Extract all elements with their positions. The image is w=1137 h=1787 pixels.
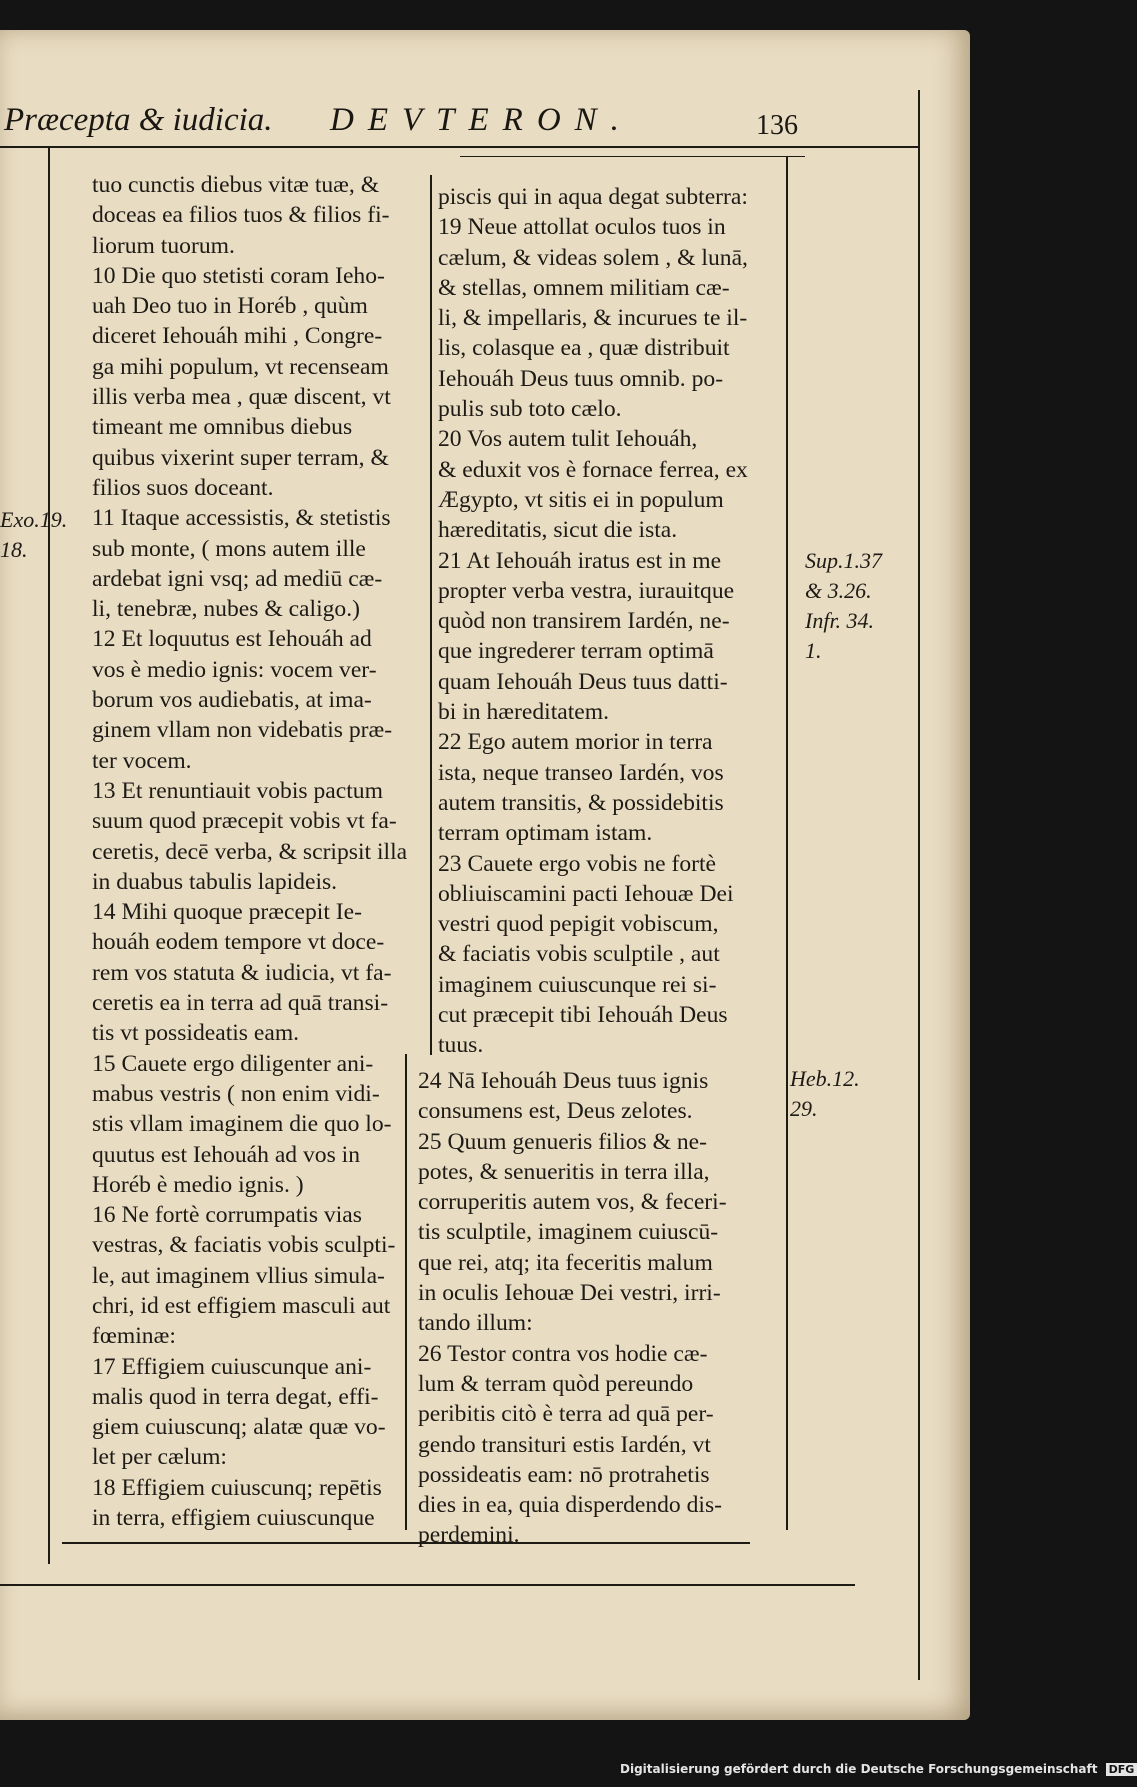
text-line: 23 Cauete ergo vobis ne fortè <box>438 850 717 877</box>
text-line: rem vos statuta & iudicia, vt fa- <box>92 959 392 986</box>
text-line: vestras, & faciatis vobis sculpti- <box>92 1232 396 1259</box>
right-margin-note-upper <box>805 546 882 666</box>
text-line: ginem vllam non videbatis præ- <box>92 717 393 744</box>
text-line: pulis sub toto cælo. <box>438 396 622 423</box>
text-line: 22 Ego autem morior in terra <box>438 729 713 756</box>
right-text-column-upper <box>438 182 808 1061</box>
text-line: que ingrederer terram optimā <box>438 638 714 665</box>
margin-note-line: 29. <box>790 1096 818 1121</box>
text-line: 26 Testor contra vos hodie cæ- <box>418 1340 708 1367</box>
text-line: hæreditatis, sicut die ista. <box>438 517 678 544</box>
text-line: ceretis, decē verba, & scripsit illa <box>92 838 408 865</box>
running-title-left: Præcepta & iudicia. <box>4 102 273 138</box>
text-line: uah Deo tuo in Horéb , quùm <box>92 293 368 320</box>
text-line: que rei, atq; ita feceritis malum <box>418 1249 713 1276</box>
text-line: ter vocem. <box>92 747 192 774</box>
text-line: 12 Et loquutus est Iehouáh ad <box>92 626 372 653</box>
text-line: gendo transituri estis Iardén, vt <box>418 1431 711 1458</box>
text-line: giem cuiuscunq; alatæ quæ vo- <box>92 1414 386 1441</box>
text-line: in oculis Iehouæ Dei vestri, irri- <box>418 1280 721 1307</box>
running-header <box>0 80 930 150</box>
text-line: & stellas, omnem militiam cæ- <box>438 274 730 301</box>
text-line: cælum, & videas solem , & lunā, <box>438 244 748 271</box>
text-line: sub monte, ( mons autem ille <box>92 535 366 562</box>
frame-right-rule <box>918 90 920 1680</box>
text-line: let per cælum: <box>92 1444 227 1471</box>
text-line: potes, & senueritis in terra illa, <box>418 1158 710 1185</box>
margin-note-line: 1. <box>805 638 822 663</box>
text-line: li, & impellaris, & incurues te il- <box>438 305 748 332</box>
frame-left-rule <box>48 146 50 1564</box>
text-line: ga mihi populum, vt recenseam <box>92 353 389 380</box>
text-line: liorum tuorum. <box>92 232 235 259</box>
text-line: lum & terram quòd pereundo <box>418 1370 694 1397</box>
text-line: corruperitis autem vos, & feceri- <box>418 1189 727 1216</box>
text-line: 15 Cauete ergo diligenter ani- <box>92 1050 374 1077</box>
text-line: tis sculptile, imaginem cuiuscū- <box>418 1219 719 1246</box>
margin-note-line: Exo.19. <box>0 507 68 532</box>
left-margin-note <box>0 505 67 565</box>
page-bottom-rule <box>0 1584 855 1586</box>
text-line: houáh eodem tempore vt doce- <box>92 929 385 956</box>
left-text-column <box>92 170 442 1533</box>
text-line: ceretis ea in terra ad quā transi- <box>92 990 389 1017</box>
text-line: consumens est, Deus zelotes. <box>418 1098 693 1125</box>
page-number: 136 <box>756 110 798 141</box>
text-line: imaginem cuiuscunque rei si- <box>438 971 717 998</box>
text-line: ardebat igni vsq; ad mediū cæ- <box>92 565 383 592</box>
text-line: vos è medio ignis: vocem ver- <box>92 656 377 683</box>
text-line: 14 Mihi quoque præcepit Ie- <box>92 899 362 926</box>
margin-note-line: Heb.12. <box>790 1066 860 1091</box>
book-page <box>0 30 970 1720</box>
header-rule <box>0 146 920 148</box>
dfg-logo: DFG <box>1106 1763 1137 1776</box>
text-line: Ægypto, vt sitis ei in populum <box>438 486 724 513</box>
text-line: 20 Vos autem tulit Iehouáh, <box>438 426 698 453</box>
text-line: 13 Et renuntiauit vobis pactum <box>92 777 383 804</box>
margin-note-line: Sup.1.37 <box>805 548 882 573</box>
margin-note-line: Infr. 34. <box>805 608 875 633</box>
text-line: chri, id est effigiem masculi aut <box>92 1292 391 1319</box>
right-text-column-lower <box>418 1066 808 1551</box>
text-line: quibus vixerint super terram, & <box>92 444 389 471</box>
text-line: le, aut imaginem vllius simula- <box>92 1262 385 1289</box>
text-line: 11 Itaque accessistis, & stetistis <box>92 505 391 532</box>
margin-note-line: & 3.26. <box>805 578 872 603</box>
text-line: filios suos doceant. <box>92 474 274 501</box>
header-rule-short <box>460 156 805 157</box>
text-line: Iehouáh Deus tuus omnib. po- <box>438 365 724 392</box>
text-line: perdemini. <box>418 1522 520 1549</box>
text-line: fœminæ: <box>92 1323 176 1350</box>
text-line: lis, colasque ea , quæ distribuit <box>438 335 730 362</box>
text-line: 16 Ne fortè corrumpatis vias <box>92 1202 362 1229</box>
text-line: li, tenebræ, nubes & caligo.) <box>92 596 360 623</box>
text-line: propter verba vestra, iurauitque <box>438 577 735 604</box>
text-line: obliuiscamini pacti Iehouæ Dei <box>438 880 734 907</box>
text-line: tando illum: <box>418 1310 533 1337</box>
digitization-credit <box>620 1762 1137 1776</box>
text-line: Horéb è medio ignis. ) <box>92 1171 304 1198</box>
text-line: quòd non transirem Iardén, ne- <box>438 608 730 635</box>
text-line: bi in hæreditatem. <box>438 699 610 726</box>
text-line: terram optimam istam. <box>438 820 653 847</box>
text-line: doceas ea filios tuos & filios fi- <box>92 202 390 229</box>
margin-note-line: 18. <box>0 537 28 562</box>
text-line: borum vos audiebatis, at ima- <box>92 687 372 714</box>
text-line: in duabus tabulis lapideis. <box>92 868 338 895</box>
text-line: malis quod in terra degat, effi- <box>92 1383 379 1410</box>
right-margin-note-lower <box>790 1064 860 1124</box>
text-line: timeant me omnibus diebus <box>92 414 353 441</box>
text-line: in terra, effigiem cuiuscunque <box>92 1505 375 1532</box>
text-line: illis verba mea , quæ discent, vt <box>92 384 391 411</box>
text-line: piscis qui in aqua degat subterra: <box>438 184 748 210</box>
text-line: 25 Quum genueris filios & ne- <box>418 1128 707 1155</box>
text-line: stis vllam imaginem die quo lo- <box>92 1111 392 1138</box>
text-line: dies in ea, quia disperdendo dis- <box>418 1492 723 1519</box>
text-line: autem transitis, & possidebitis <box>438 789 724 816</box>
text-line: tis vt possideatis eam. <box>92 1020 300 1047</box>
text-line: 19 Neue attollat oculos tuos in <box>438 214 726 241</box>
text-line: ista, neque transeo Iardén, vos <box>438 759 724 786</box>
running-title-center: DEVTERON. <box>330 102 633 138</box>
text-line: peribitis citò è terra ad quā per- <box>418 1401 714 1428</box>
text-line: 24 Nā Iehouáh Deus tuus ignis <box>418 1068 709 1094</box>
credit-text: Digitalisierung gefördert durch die Deutsche Forschungsgemeinschaft <box>620 1762 1098 1776</box>
text-line: 17 Effigiem cuiuscunque ani- <box>92 1353 372 1380</box>
text-line: & faciatis vobis sculptile , aut <box>438 941 720 968</box>
text-line: suum quod præcepit vobis vt fa- <box>92 808 397 835</box>
text-line: 10 Die quo stetisti coram Ieho- <box>92 262 385 289</box>
text-line: cut præcepit tibi Iehouáh Deus <box>438 1002 728 1029</box>
text-line: tuo cunctis diebus vitæ tuæ, & <box>92 172 380 198</box>
text-line: quam Iehouáh Deus tuus datti- <box>438 668 728 695</box>
text-line: 18 Effigiem cuiuscunq; repētis <box>92 1474 382 1501</box>
text-line: mabus vestris ( non enim vidi- <box>92 1080 380 1107</box>
text-line: possideatis eam: nō protrahetis <box>418 1461 710 1488</box>
text-line: diceret Iehouáh mihi , Congre- <box>92 323 383 350</box>
text-line: quutus est Iehouáh ad vos in <box>92 1141 361 1168</box>
text-line: vestri quod pepigit vobiscum, <box>438 911 719 938</box>
text-line: & eduxit vos è fornace ferrea, ex <box>438 456 748 483</box>
text-line: tuus. <box>438 1032 484 1059</box>
text-line: 21 At Iehouáh iratus est in me <box>438 547 722 574</box>
